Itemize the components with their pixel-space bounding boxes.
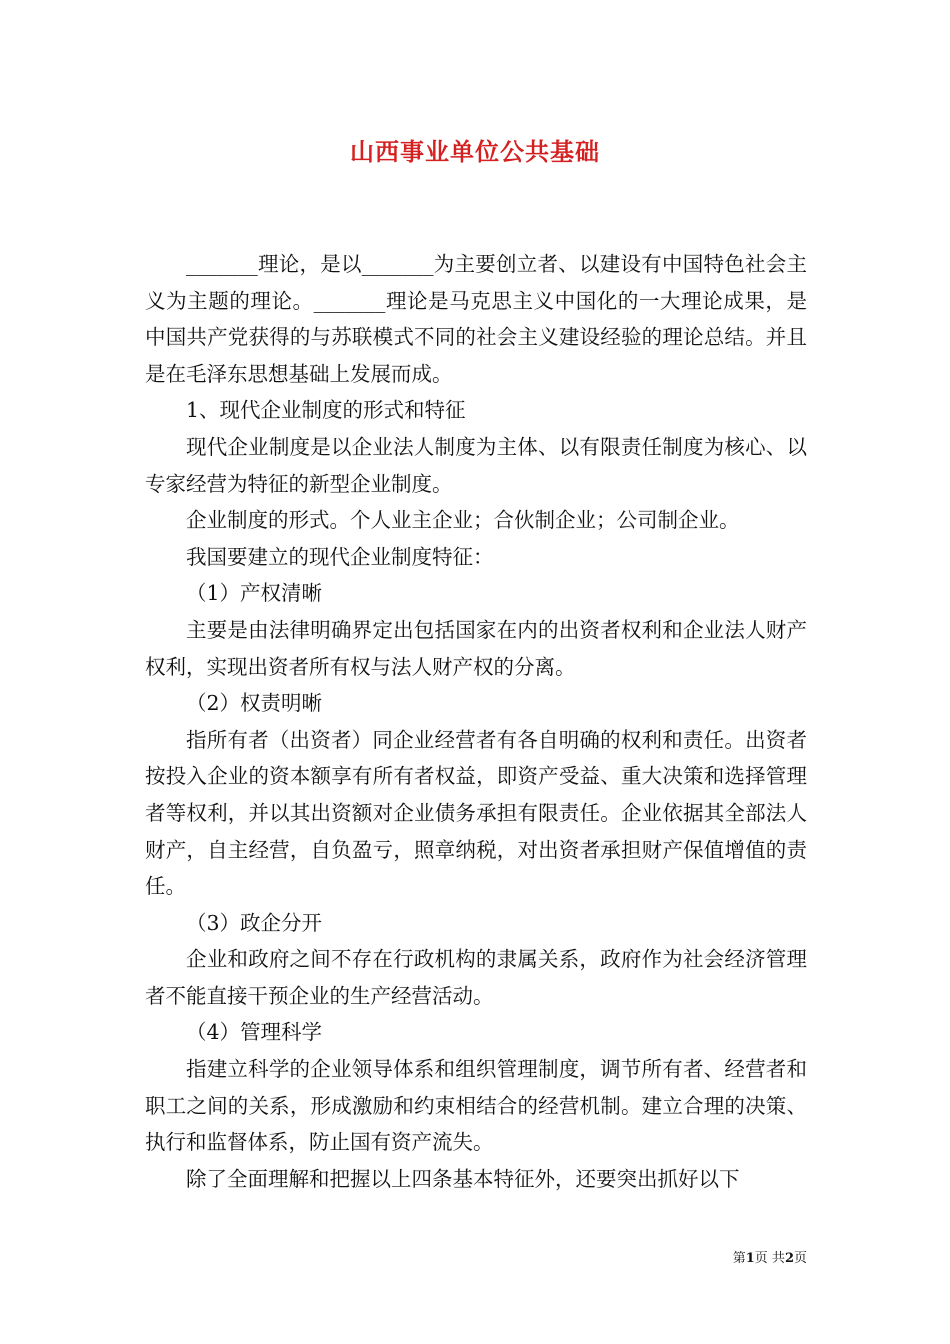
paragraph: 现代企业制度是以企业法人制度为主体、以有限责任制度为核心、以专家经营为特征的新型企业制度。 <box>145 434 807 496</box>
paragraph: 指建立科学的企业领导体系和组织管理制度，调节所有者、经营者和职工之间的关系，形成激励和约束相结合的经营机制。建立合理的决策、执行和监督体系，防止国有资产流失。 <box>145 1057 807 1155</box>
subsection-heading: （3）政企分开 <box>186 910 323 935</box>
document-title: 山西事业单位公共基础 <box>350 137 600 166</box>
footer-middle: 页 共 <box>754 1251 785 1266</box>
paragraph: _______理论，是以_______为主要创立者、以建设有中国特色社会主义为主题的理论。_______理论是马克思主义中国化的一大理论成果，是中国共产党获得的与苏联模式不同的社会主义建设经验的理论总结。并且是在毛泽东思想基础上发展而成。 <box>145 252 807 386</box>
footer-suffix: 页 <box>793 1251 807 1266</box>
paragraph: 指所有者（出资者）同企业经营者有各自明确的权利和责任。出资者按投入企业的资本额享有所有者权益，即资产受益、重大决策和选择管理者等权利，并以其出资额对企业债务承担有限责任。企业依据其全部法人财产，自主经营，自负盈亏，照章纳税，对出资者承担财产保值增值的责任。 <box>145 727 807 899</box>
page-number-footer <box>733 1247 807 1266</box>
subsection-heading: （4）管理科学 <box>186 1020 323 1045</box>
paragraph: 企业和政府之间不存在行政机构的隶属关系，政府作为社会经济管理者不能直接干预企业的生产经营活动。 <box>145 947 807 1008</box>
subsection-heading: （1）产权清晰 <box>186 581 323 606</box>
paragraph: 我国要建立的现代企业制度特征： <box>186 544 494 569</box>
document-body <box>145 246 807 1197</box>
paragraph: 除了全面理解和把握以上四条基本特征外，还要突出抓好以下 <box>186 1166 740 1191</box>
subsection-heading: （2）权责明晰 <box>186 691 323 716</box>
total-page-count: 2 <box>784 1251 794 1266</box>
current-page-number: 1 <box>745 1251 755 1266</box>
paragraph: 企业制度的形式。个人业主企业；合伙制企业；公司制企业。 <box>186 508 740 533</box>
section-heading: 1、现代企业制度的形式和特征 <box>186 398 466 423</box>
paragraph: 主要是由法律明确界定出包括国家在内的出资者权利和企业法人财产权利，实现出资者所有权与法人财产权的分离。 <box>145 617 807 679</box>
footer-prefix: 第 <box>732 1251 746 1266</box>
